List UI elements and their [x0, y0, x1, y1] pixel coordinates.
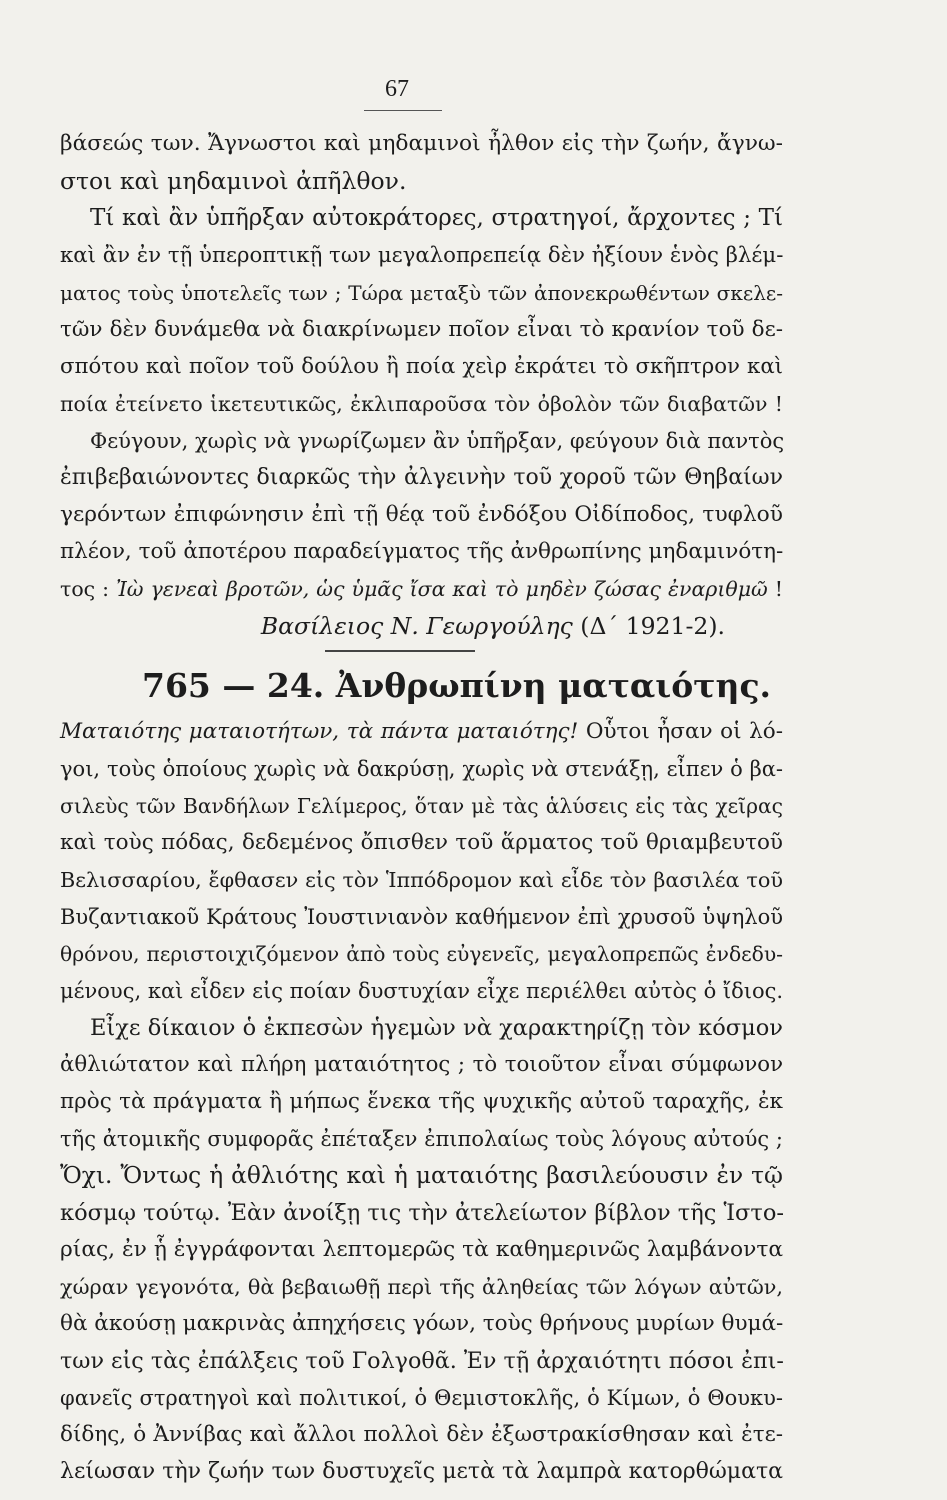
- text-line: Φεύγουν, χωρὶς νὰ γνωρίζωμεν ἂν ὑπῆρξαν, φεύγουν διὰ παντὸς: [90, 429, 785, 453]
- text-line: βάσεώς των. Ἄγνωστοι καὶ μηδαμινοὶ ἦλθον εἰς τὴν ζωήν, ἄγνω-: [60, 131, 783, 156]
- text-line: ρίας, ἐν ᾗ ἐγγράφονται λεπτομερῶς τὰ καθημερινῶς λαμβάνοντα: [60, 1237, 784, 1262]
- text-line: λείωσαν τὴν ζωήν των δυστυχεῖς μετὰ τὰ λαμπρὰ κατορθώματα: [60, 1459, 783, 1484]
- text-line: πρὸς τὰ πράγματα ἢ μήπως ἕνεκα τῆς ψυχικῆς αὐτοῦ ταραχῆς, ἐκ: [60, 1089, 783, 1114]
- text-line: καὶ τοὺς πόδας, δεδεμένος ὄπισθεν τοῦ ἅρματος τοῦ θριαμβευτοῦ: [60, 830, 783, 855]
- text-line: Εἶχε δίκαιον ὁ ἐκπεσὼν ἡγεμὼν νὰ χαρακτηρίζῃ τὸν κόσμον: [90, 1015, 783, 1041]
- text-line: των εἰς τὰς ἐπάλξεις τοῦ Γολγοθᾶ. Ἐν τῇ ἀρχαιότητι πόσοι ἐπι-: [60, 1348, 784, 1374]
- text-line: χώραν γεγονότα, θὰ βεβαιωθῇ περὶ τῆς ἀληθείας τῶν λόγων αὐτῶν,: [60, 1275, 783, 1299]
- text-line: ἐπιβεβαιώνοντες διαρκῶς τὴν ἀλγεινὴν τοῦ χοροῦ τῶν Θηβαίων: [60, 465, 783, 490]
- text-line: θρόνου, περιστοιχιζόμενον ἀπὸ τοὺς εὐγενεῖς, μεγαλοπρεπῶς ἐνδεδυ-: [60, 942, 783, 966]
- header-rule: [364, 110, 442, 111]
- author-name: Βασίλειος Ν. Γεωργούλης: [260, 612, 573, 640]
- text-line: γοι, τοὺς ὁποίους χωρὶς νὰ δακρύσῃ, χωρὶς νὰ στενάξῃ, εἶπεν ὁ βα-: [60, 757, 783, 781]
- text-line: τος : Ἰὼ γενεαὶ βροτῶν, ὡς ὑμᾶς ἴσα καὶ τὸ μηδὲν ζώσας ἐναριθμῶ !: [60, 577, 783, 601]
- text-line: σιλεὺς τῶν Βανδήλων Γελίμερος, ὅταν μὲ τὰς ἁλύσεις εἰς τὰς χεῖρας: [60, 794, 783, 818]
- text-line: δίδης, ὁ Ἀννίβας καὶ ἄλλοι πολλοὶ δὲν ἐξωστρακίσθησαν καὶ ἐτε-: [60, 1422, 783, 1447]
- text-line: Ὄχι. Ὄντως ἡ ἀθλιότης καὶ ἡ ματαιότης βασιλεύουσιν ἐν τῷ: [60, 1162, 783, 1189]
- text-line: σπότου καὶ ποῖον τοῦ δούλου ἢ ποία χεὶρ ἐκράτει τὸ σκῆπτρον καὶ: [60, 354, 783, 379]
- text-line: καὶ ἂν ἐν τῇ ὑπεροπτικῇ των μεγαλοπρεπείᾳ δὲν ἠξίουν ἑνὸς βλέμ-: [60, 243, 784, 268]
- page-number: 67: [385, 76, 409, 102]
- text-line: Βελισσαρίου, ἔφθασεν εἰς τὸν Ἱππόδρομον καὶ εἶδε τὸν βασιλέα τοῦ: [60, 868, 783, 892]
- text-line: ματος τοὺς ὑποτελεῖς των ; Τώρα μεταξὺ τῶν ἀπονεκρωθέντων σκελε-: [60, 281, 783, 305]
- text-line: πλέον, τοῦ ἀποτέρου παραδείγματος τῆς ἀνθρωπίνης μηδαμινότη-: [60, 539, 784, 564]
- author-signature: [250, 606, 725, 646]
- text-line: θὰ ἀκούσῃ μακρινὰς ἀπηχήσεις γόων, τοὺς θρήνους μυρίων θυμά-: [60, 1311, 784, 1336]
- text-line: ποία ἐτείνετο ἱκετευτικῶς, ἐκλιπαροῦσα τὸν ὀβολὸν τῶν διαβατῶν !: [60, 392, 783, 416]
- text-line: μένους, καὶ εἶδεν εἰς ποίαν δυστυχίαν εἶχε περιέλθει αὐτὸς ὁ ἴδιος.: [60, 979, 784, 1003]
- section-divider: [325, 650, 475, 652]
- text-line: κόσμῳ τούτῳ. Ἐὰν ἀνοίξῃ τις τὴν ἀτελείωτον βίβλον τῆς Ἱστο-: [60, 1200, 784, 1226]
- text-line: Βυζαντιακοῦ Κράτους Ἰουστινιανὸν καθήμενον ἐπὶ χρυσοῦ ὑψηλοῦ: [60, 905, 783, 929]
- text-line: φανεῖς στρατηγοὶ καὶ πολιτικοί, ὁ Θεμιστοκλῆς, ὁ Κίμων, ὁ Θουκυ-: [60, 1386, 783, 1410]
- text-line: τῆς ἀτομικῆς συμφορᾶς ἐπέταξεν ἐπιπολαίως τοὺς λόγους αὐτούς ;: [60, 1127, 783, 1151]
- text-line: τῶν δὲν δυνάμεθα νὰ διακρίνωμεν ποῖον εἶναι τὸ κρανίον τοῦ δε-: [60, 317, 783, 342]
- signature-date: (Δ΄ 1921-2).: [580, 612, 725, 640]
- text-line: ἀθλιώτατον καὶ πλήρη ματαιότητος ; τὸ τοιοῦτον εἶναι σύμφωνον: [60, 1052, 783, 1077]
- entry-heading: 765 — 24. Ἀνθρωπίνη ματαιότης.: [142, 666, 772, 705]
- text-line: στοι καὶ μηδαμινοὶ ἀπῆλθον.: [60, 167, 407, 195]
- text-line: Τί καὶ ἂν ὑπῆρξαν αὐτοκράτορες, στρατηγοί, ἄρχοντες ; Τί: [90, 205, 783, 231]
- text-line: Ματαιότης ματαιοτήτων, τὰ πάντα ματαιότης! Οὗτοι ἦσαν οἱ λό-: [60, 719, 783, 744]
- text-line: γερόντων ἐπιφώνησιν ἐπὶ τῇ θέᾳ τοῦ ἐνδόξου Οἰδίποδος, τυφλοῦ: [60, 502, 783, 527]
